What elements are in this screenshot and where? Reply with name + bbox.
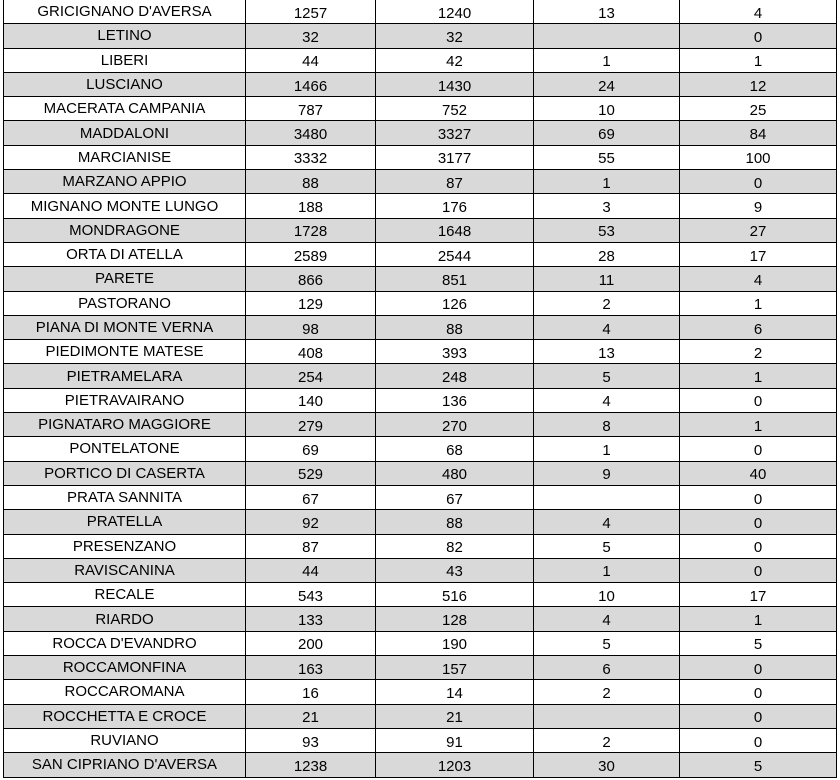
table-row bbox=[4, 704, 837, 728]
value-col-1-cell: 1728 bbox=[246, 218, 376, 242]
value-col-4-cell: 17 bbox=[680, 242, 837, 266]
value-col-1-cell: 93 bbox=[246, 728, 376, 752]
value-col-2-cell: 67 bbox=[376, 485, 534, 509]
value-col-1-cell: 140 bbox=[246, 388, 376, 412]
value-col-2-cell: 516 bbox=[376, 583, 534, 607]
value-col-2-cell: 752 bbox=[376, 97, 534, 121]
table-row bbox=[4, 485, 837, 509]
value-col-1-cell: 2589 bbox=[246, 242, 376, 266]
value-col-2-cell: 32 bbox=[376, 24, 534, 48]
value-col-3-cell bbox=[534, 485, 680, 509]
value-col-4-cell: 9 bbox=[680, 194, 837, 218]
municipality-cell: PRESENZANO bbox=[4, 534, 246, 558]
table-row bbox=[4, 437, 837, 461]
table-row bbox=[4, 680, 837, 704]
value-col-4-cell: 12 bbox=[680, 72, 837, 96]
municipality-cell: MADDALONI bbox=[4, 121, 246, 145]
table-row bbox=[4, 753, 837, 777]
table-row bbox=[4, 728, 837, 752]
table-row bbox=[4, 170, 837, 194]
value-col-4-cell: 0 bbox=[680, 704, 837, 728]
value-col-3-cell: 2 bbox=[534, 291, 680, 315]
value-col-3-cell: 4 bbox=[534, 607, 680, 631]
value-col-4-cell: 6 bbox=[680, 315, 837, 339]
table-row bbox=[4, 534, 837, 558]
value-col-1-cell: 279 bbox=[246, 413, 376, 437]
value-col-3-cell: 5 bbox=[534, 534, 680, 558]
municipality-cell: ROCCA D'EVANDRO bbox=[4, 631, 246, 655]
table-row bbox=[4, 24, 837, 48]
value-col-3-cell: 4 bbox=[534, 315, 680, 339]
value-col-4-cell: 100 bbox=[680, 145, 837, 169]
value-col-3-cell: 1 bbox=[534, 170, 680, 194]
value-col-1-cell: 254 bbox=[246, 364, 376, 388]
table-row bbox=[4, 267, 837, 291]
value-col-3-cell: 10 bbox=[534, 97, 680, 121]
value-col-1-cell: 1257 bbox=[246, 0, 376, 24]
value-col-3-cell: 2 bbox=[534, 728, 680, 752]
value-col-4-cell: 0 bbox=[680, 680, 837, 704]
value-col-4-cell: 5 bbox=[680, 631, 837, 655]
table-row bbox=[4, 461, 837, 485]
value-col-1-cell: 188 bbox=[246, 194, 376, 218]
value-col-2-cell: 136 bbox=[376, 388, 534, 412]
table-row bbox=[4, 340, 837, 364]
municipality-cell: PIETRAMELARA bbox=[4, 364, 246, 388]
value-col-1-cell: 44 bbox=[246, 558, 376, 582]
value-col-3-cell: 4 bbox=[534, 388, 680, 412]
value-col-3-cell: 24 bbox=[534, 72, 680, 96]
value-col-4-cell: 0 bbox=[680, 510, 837, 534]
value-col-4-cell: 1 bbox=[680, 413, 837, 437]
municipality-cell: PRATA SANNITA bbox=[4, 485, 246, 509]
value-col-1-cell: 44 bbox=[246, 48, 376, 72]
value-col-2-cell: 14 bbox=[376, 680, 534, 704]
value-col-2-cell: 88 bbox=[376, 315, 534, 339]
table-body bbox=[4, 0, 837, 777]
value-col-4-cell: 2 bbox=[680, 340, 837, 364]
value-col-3-cell: 69 bbox=[534, 121, 680, 145]
table-row bbox=[4, 315, 837, 339]
value-col-4-cell: 4 bbox=[680, 267, 837, 291]
municipality-cell: RECALE bbox=[4, 583, 246, 607]
municipality-cell: RAVISCANINA bbox=[4, 558, 246, 582]
municipality-cell: RIARDO bbox=[4, 607, 246, 631]
value-col-3-cell: 13 bbox=[534, 0, 680, 24]
value-col-2-cell: 43 bbox=[376, 558, 534, 582]
municipality-cell: MACERATA CAMPANIA bbox=[4, 97, 246, 121]
value-col-4-cell: 1 bbox=[680, 48, 837, 72]
table-row bbox=[4, 656, 837, 680]
value-col-2-cell: 21 bbox=[376, 704, 534, 728]
value-col-2-cell: 82 bbox=[376, 534, 534, 558]
value-col-2-cell: 248 bbox=[376, 364, 534, 388]
municipality-cell: ROCCHETTA E CROCE bbox=[4, 704, 246, 728]
value-col-1-cell: 67 bbox=[246, 485, 376, 509]
value-col-2-cell: 91 bbox=[376, 728, 534, 752]
municipality-cell: PARETE bbox=[4, 267, 246, 291]
value-col-4-cell: 40 bbox=[680, 461, 837, 485]
table-row bbox=[4, 0, 837, 24]
value-col-3-cell: 11 bbox=[534, 267, 680, 291]
value-col-1-cell: 133 bbox=[246, 607, 376, 631]
table-row bbox=[4, 583, 837, 607]
table-row bbox=[4, 631, 837, 655]
value-col-3-cell: 30 bbox=[534, 753, 680, 777]
value-col-2-cell: 1648 bbox=[376, 218, 534, 242]
value-col-1-cell: 543 bbox=[246, 583, 376, 607]
municipality-cell: MARCIANISE bbox=[4, 145, 246, 169]
municipality-cell: MONDRAGONE bbox=[4, 218, 246, 242]
value-col-3-cell: 1 bbox=[534, 48, 680, 72]
value-col-1-cell: 866 bbox=[246, 267, 376, 291]
municipality-cell: GRICIGNANO D'AVERSA bbox=[4, 0, 246, 24]
value-col-4-cell: 0 bbox=[680, 437, 837, 461]
value-col-3-cell: 53 bbox=[534, 218, 680, 242]
value-col-4-cell: 1 bbox=[680, 291, 837, 315]
municipality-cell: PORTICO DI CASERTA bbox=[4, 461, 246, 485]
value-col-1-cell: 200 bbox=[246, 631, 376, 655]
value-col-2-cell: 3327 bbox=[376, 121, 534, 145]
municipality-cell: PIANA DI MONTE VERNA bbox=[4, 315, 246, 339]
value-col-2-cell: 1430 bbox=[376, 72, 534, 96]
value-col-3-cell: 6 bbox=[534, 656, 680, 680]
value-col-1-cell: 98 bbox=[246, 315, 376, 339]
table-row bbox=[4, 364, 837, 388]
value-col-2-cell: 3177 bbox=[376, 145, 534, 169]
value-col-1-cell: 163 bbox=[246, 656, 376, 680]
value-col-1-cell: 129 bbox=[246, 291, 376, 315]
value-col-3-cell: 1 bbox=[534, 558, 680, 582]
table-row bbox=[4, 145, 837, 169]
value-col-4-cell: 0 bbox=[680, 485, 837, 509]
municipality-cell: SAN CIPRIANO D'AVERSA bbox=[4, 753, 246, 777]
value-col-1-cell: 21 bbox=[246, 704, 376, 728]
value-col-3-cell: 55 bbox=[534, 145, 680, 169]
value-col-2-cell: 88 bbox=[376, 510, 534, 534]
value-col-1-cell: 529 bbox=[246, 461, 376, 485]
value-col-2-cell: 1203 bbox=[376, 753, 534, 777]
table-row bbox=[4, 510, 837, 534]
value-col-2-cell: 480 bbox=[376, 461, 534, 485]
value-col-4-cell: 4 bbox=[680, 0, 837, 24]
value-col-3-cell: 2 bbox=[534, 680, 680, 704]
municipality-cell: ROCCAROMANA bbox=[4, 680, 246, 704]
value-col-2-cell: 1240 bbox=[376, 0, 534, 24]
value-col-4-cell: 0 bbox=[680, 656, 837, 680]
value-col-4-cell: 0 bbox=[680, 728, 837, 752]
value-col-4-cell: 1 bbox=[680, 607, 837, 631]
value-col-1-cell: 32 bbox=[246, 24, 376, 48]
value-col-1-cell: 88 bbox=[246, 170, 376, 194]
value-col-1-cell: 3332 bbox=[246, 145, 376, 169]
value-col-4-cell: 84 bbox=[680, 121, 837, 145]
table-row bbox=[4, 291, 837, 315]
table-row bbox=[4, 607, 837, 631]
municipality-cell: LETINO bbox=[4, 24, 246, 48]
table-row bbox=[4, 558, 837, 582]
value-col-4-cell: 1 bbox=[680, 364, 837, 388]
table-row bbox=[4, 194, 837, 218]
value-col-4-cell: 0 bbox=[680, 24, 837, 48]
value-col-2-cell: 851 bbox=[376, 267, 534, 291]
municipality-cell: PIETRAVAIRANO bbox=[4, 388, 246, 412]
value-col-2-cell: 68 bbox=[376, 437, 534, 461]
value-col-3-cell bbox=[534, 24, 680, 48]
value-col-4-cell: 0 bbox=[680, 534, 837, 558]
municipality-cell: PIGNATARO MAGGIORE bbox=[4, 413, 246, 437]
municipality-cell: ORTA DI ATELLA bbox=[4, 242, 246, 266]
table-row bbox=[4, 97, 837, 121]
value-col-4-cell: 0 bbox=[680, 388, 837, 412]
value-col-2-cell: 126 bbox=[376, 291, 534, 315]
value-col-1-cell: 16 bbox=[246, 680, 376, 704]
value-col-4-cell: 17 bbox=[680, 583, 837, 607]
value-col-2-cell: 2544 bbox=[376, 242, 534, 266]
value-col-2-cell: 157 bbox=[376, 656, 534, 680]
value-col-2-cell: 270 bbox=[376, 413, 534, 437]
table-row bbox=[4, 242, 837, 266]
table-row bbox=[4, 72, 837, 96]
table-row bbox=[4, 121, 837, 145]
value-col-2-cell: 176 bbox=[376, 194, 534, 218]
municipality-cell: PONTELATONE bbox=[4, 437, 246, 461]
value-col-3-cell: 10 bbox=[534, 583, 680, 607]
value-col-3-cell: 5 bbox=[534, 631, 680, 655]
municipality-cell: PRATELLA bbox=[4, 510, 246, 534]
municipality-cell: MARZANO APPIO bbox=[4, 170, 246, 194]
value-col-1-cell: 69 bbox=[246, 437, 376, 461]
table-row bbox=[4, 388, 837, 412]
value-col-1-cell: 87 bbox=[246, 534, 376, 558]
value-col-3-cell: 5 bbox=[534, 364, 680, 388]
municipality-table bbox=[3, 0, 837, 778]
municipality-cell: PIEDIMONTE MATESE bbox=[4, 340, 246, 364]
value-col-3-cell: 13 bbox=[534, 340, 680, 364]
table-row bbox=[4, 413, 837, 437]
value-col-3-cell: 3 bbox=[534, 194, 680, 218]
value-col-1-cell: 92 bbox=[246, 510, 376, 534]
value-col-3-cell: 28 bbox=[534, 242, 680, 266]
municipality-cell: RUVIANO bbox=[4, 728, 246, 752]
value-col-2-cell: 42 bbox=[376, 48, 534, 72]
value-col-4-cell: 27 bbox=[680, 218, 837, 242]
value-col-2-cell: 87 bbox=[376, 170, 534, 194]
municipality-cell: LUSCIANO bbox=[4, 72, 246, 96]
value-col-4-cell: 5 bbox=[680, 753, 837, 777]
value-col-3-cell: 1 bbox=[534, 437, 680, 461]
municipality-cell: LIBERI bbox=[4, 48, 246, 72]
value-col-4-cell: 25 bbox=[680, 97, 837, 121]
value-col-2-cell: 190 bbox=[376, 631, 534, 655]
municipality-cell: MIGNANO MONTE LUNGO bbox=[4, 194, 246, 218]
value-col-2-cell: 393 bbox=[376, 340, 534, 364]
value-col-3-cell: 8 bbox=[534, 413, 680, 437]
table-row bbox=[4, 48, 837, 72]
value-col-4-cell: 0 bbox=[680, 558, 837, 582]
value-col-2-cell: 128 bbox=[376, 607, 534, 631]
value-col-3-cell bbox=[534, 704, 680, 728]
municipality-cell: PASTORANO bbox=[4, 291, 246, 315]
value-col-1-cell: 1238 bbox=[246, 753, 376, 777]
value-col-4-cell: 0 bbox=[680, 170, 837, 194]
municipality-cell: ROCCAMONFINA bbox=[4, 656, 246, 680]
value-col-1-cell: 787 bbox=[246, 97, 376, 121]
value-col-3-cell: 9 bbox=[534, 461, 680, 485]
value-col-1-cell: 408 bbox=[246, 340, 376, 364]
value-col-1-cell: 1466 bbox=[246, 72, 376, 96]
value-col-1-cell: 3480 bbox=[246, 121, 376, 145]
value-col-3-cell: 4 bbox=[534, 510, 680, 534]
table-row bbox=[4, 218, 837, 242]
